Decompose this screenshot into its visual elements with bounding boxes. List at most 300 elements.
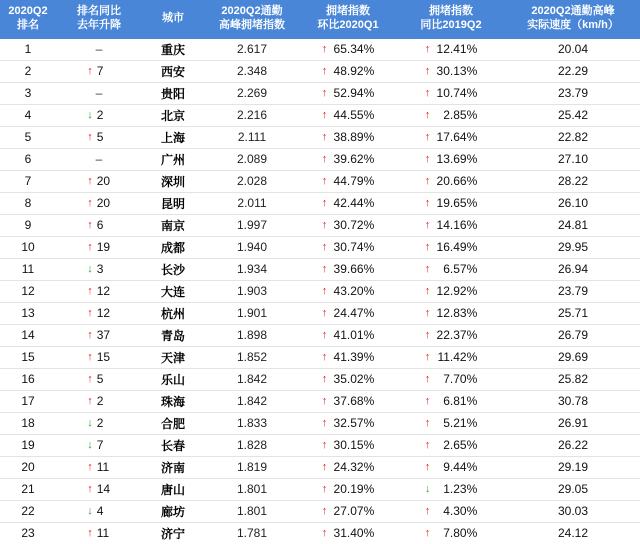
yoy-value: 7.70% <box>443 372 478 386</box>
yoy-value: 6.57% <box>443 262 478 276</box>
arrow-up-icon: ↑ <box>321 152 328 165</box>
arrow-up-icon: ↑ <box>87 328 93 341</box>
arrow-up-icon: ↑ <box>87 240 93 253</box>
arrow-up-icon: ↑ <box>321 240 328 253</box>
rank-change-value: 4 <box>96 504 104 518</box>
cell-rank: 13 <box>0 302 56 324</box>
cell-city: 唐山 <box>142 478 204 500</box>
arrow-up-icon: ↑ <box>87 130 93 143</box>
table-row <box>0 368 640 390</box>
cell-rank-change <box>56 258 142 280</box>
column-header-index-line1: 2020Q2通勤 <box>221 5 283 17</box>
arrow-up-icon: ↑ <box>424 328 431 341</box>
qoq-value: 52.94% <box>333 86 375 100</box>
cell-yoy-change <box>396 170 506 192</box>
qoq-value: 39.66% <box>333 262 375 276</box>
arrow-up-icon: ↑ <box>321 64 328 77</box>
rank-change-value: 37 <box>96 328 111 342</box>
rank-change-value: 2 <box>96 394 104 408</box>
arrow-up-icon: ↑ <box>321 130 328 143</box>
cell-qoq-change <box>300 170 396 192</box>
table-row <box>0 148 640 170</box>
table-row <box>0 126 640 148</box>
yoy-value: 12.83% <box>436 306 478 320</box>
cell-yoy-change <box>396 522 506 544</box>
cell-rank-change <box>56 148 142 170</box>
cell-city: 深圳 <box>142 170 204 192</box>
cell-city: 珠海 <box>142 390 204 412</box>
cell-city: 西安 <box>142 60 204 82</box>
qoq-value: 37.68% <box>333 394 375 408</box>
cell-qoq-change <box>300 280 396 302</box>
cell-yoy-change <box>396 456 506 478</box>
cell-rank: 10 <box>0 236 56 258</box>
rank-change-value: 12 <box>96 284 111 298</box>
rank-change-value: 11 <box>96 460 110 474</box>
rank-change-value: 7 <box>96 438 104 452</box>
cell-rank-change <box>56 412 142 434</box>
cell-congestion-index: 1.842 <box>204 390 300 412</box>
qoq-value: 35.02% <box>333 372 375 386</box>
arrow-up-icon: ↑ <box>424 526 431 539</box>
column-header-speed <box>506 0 640 39</box>
arrow-up-icon: ↑ <box>87 64 93 77</box>
qoq-value: 44.79% <box>333 174 375 188</box>
cell-yoy-change <box>396 434 506 456</box>
table-row <box>0 192 640 214</box>
cell-qoq-change <box>300 434 396 456</box>
cell-rank-change <box>56 280 142 302</box>
cell-yoy-change <box>396 324 506 346</box>
arrow-up-icon: ↑ <box>321 394 328 407</box>
arrow-up-icon: ↑ <box>321 306 328 319</box>
cell-yoy-change <box>396 214 506 236</box>
cell-congestion-index: 2.348 <box>204 60 300 82</box>
rank-change-value: 6 <box>96 218 104 232</box>
yoy-value: 1.23% <box>443 482 478 496</box>
table-row <box>0 302 640 324</box>
cell-qoq-change <box>300 104 396 126</box>
cell-actual-speed: 24.12 <box>557 526 589 540</box>
arrow-up-icon: ↑ <box>87 284 93 297</box>
cell-rank-change <box>56 390 142 412</box>
cell-congestion-index: 2.111 <box>204 126 300 148</box>
qoq-value: 38.89% <box>333 130 375 144</box>
cell-rank-change <box>56 104 142 126</box>
rank-change-value: 12 <box>96 306 111 320</box>
cell-actual-speed: 20.04 <box>506 39 640 61</box>
qoq-value: 42.44% <box>333 196 375 210</box>
yoy-value: 7.80% <box>443 526 478 540</box>
rank-change-value: 20 <box>96 174 111 188</box>
qoq-value: 24.47% <box>333 306 375 320</box>
cell-actual-speed: 23.79 <box>506 280 640 302</box>
cell-rank-change <box>56 500 142 522</box>
yoy-value: 30.13% <box>436 64 478 78</box>
cell-yoy-change <box>396 280 506 302</box>
arrow-down-icon: ↓ <box>424 482 431 495</box>
cell-rank: 2 <box>0 60 56 82</box>
cell-rank: 21 <box>0 478 56 500</box>
arrow-up-icon: ↑ <box>321 218 328 231</box>
cell-rank-change <box>56 82 142 104</box>
cell-rank-change <box>56 60 142 82</box>
table-row <box>0 258 640 280</box>
table-row <box>0 456 640 478</box>
qoq-value: 31.40% <box>333 526 375 540</box>
yoy-value: 19.65% <box>436 196 478 210</box>
arrow-up-icon: ↑ <box>321 350 328 363</box>
cell-qoq-change <box>300 302 396 324</box>
cell-actual-speed: 26.22 <box>506 434 640 456</box>
cell-qoq-change <box>300 39 396 61</box>
arrow-up-icon: ↑ <box>424 350 431 363</box>
yoy-value: 12.92% <box>436 284 478 298</box>
arrow-up-icon: ↑ <box>321 372 328 385</box>
arrow-up-icon: ↑ <box>424 394 431 407</box>
cell-city: 长春 <box>142 434 204 456</box>
arrow-down-icon: ↓ <box>87 504 93 517</box>
dash-icon: – <box>95 86 103 100</box>
cell-actual-speed: 26.79 <box>506 324 640 346</box>
column-header-rank-line1: 2020Q2 <box>8 5 48 17</box>
cell-qoq-change <box>300 82 396 104</box>
cell-qoq-change <box>300 390 396 412</box>
cell-rank-change <box>56 302 142 324</box>
cell-city: 北京 <box>142 104 204 126</box>
cell-qoq-change <box>300 412 396 434</box>
cell-congestion-index: 2.089 <box>204 148 300 170</box>
arrow-up-icon: ↑ <box>424 240 431 253</box>
cell-yoy-change <box>396 478 506 500</box>
table-row <box>0 500 640 522</box>
table-header-row <box>0 0 640 39</box>
cell-actual-speed: 30.03 <box>506 500 640 522</box>
cell-city: 大连 <box>142 280 204 302</box>
cell-congestion-index: 2.216 <box>204 104 300 126</box>
cell-qoq-change <box>300 192 396 214</box>
table-row <box>0 522 640 544</box>
cell-yoy-change <box>396 500 506 522</box>
cell-actual-speed: 30.78 <box>506 390 640 412</box>
table-row <box>0 280 640 302</box>
cell-congestion-index: 1.903 <box>204 280 300 302</box>
cell-yoy-change <box>396 258 506 280</box>
table-row <box>0 434 640 456</box>
cell-yoy-change <box>396 39 506 61</box>
rank-change-value: 7 <box>96 64 104 78</box>
table-header <box>0 0 640 39</box>
cell-rank-change <box>56 522 142 544</box>
cell-actual-speed: 24.81 <box>506 214 640 236</box>
dash-icon: – <box>95 152 103 166</box>
cell-city: 广州 <box>142 148 204 170</box>
rank-change-value: 5 <box>96 130 104 144</box>
table-row <box>0 478 640 500</box>
arrow-up-icon: ↑ <box>87 174 93 187</box>
cell-congestion-index: 1.833 <box>204 412 300 434</box>
cell-yoy-change <box>396 104 506 126</box>
yoy-value: 14.16% <box>436 218 478 232</box>
cell-congestion-index: 2.269 <box>204 82 300 104</box>
qoq-value: 39.62% <box>333 152 375 166</box>
cell-congestion-index: 1.842 <box>204 368 300 390</box>
arrow-up-icon: ↑ <box>321 416 328 429</box>
cell-rank-change <box>56 324 142 346</box>
table-row <box>0 390 640 412</box>
cell-city: 青岛 <box>142 324 204 346</box>
arrow-up-icon: ↑ <box>321 482 328 495</box>
cell-city: 成都 <box>142 236 204 258</box>
cell-rank-change <box>56 170 142 192</box>
yoy-value: 12.41% <box>436 42 478 56</box>
arrow-up-icon: ↑ <box>424 108 431 121</box>
table-row <box>0 236 640 258</box>
yoy-value: 17.64% <box>436 130 478 144</box>
rank-change-value: 15 <box>96 350 111 364</box>
cell-actual-speed: 23.79 <box>506 82 640 104</box>
cell-rank-change <box>56 236 142 258</box>
arrow-up-icon: ↑ <box>321 526 328 539</box>
yoy-value: 20.66% <box>436 174 478 188</box>
arrow-down-icon: ↓ <box>87 262 93 275</box>
cell-city: 昆明 <box>142 192 204 214</box>
arrow-up-icon: ↑ <box>424 504 431 517</box>
cell-actual-speed: 29.95 <box>506 236 640 258</box>
cell-rank-change <box>56 346 142 368</box>
cell-city: 廊坊 <box>142 500 204 522</box>
yoy-value: 10.74% <box>436 86 478 100</box>
table-row <box>0 214 640 236</box>
column-header-rank <box>0 0 56 39</box>
yoy-value: 13.69% <box>436 152 478 166</box>
column-header-rank-change-line1: 排名同比 <box>77 5 121 17</box>
column-header-rank-change <box>56 0 142 39</box>
rank-change-value: 3 <box>96 262 104 276</box>
arrow-up-icon: ↑ <box>87 372 93 385</box>
cell-rank-change <box>56 434 142 456</box>
qoq-value: 43.20% <box>333 284 375 298</box>
table-row <box>0 60 640 82</box>
cell-city: 重庆 <box>142 39 204 61</box>
arrow-up-icon: ↑ <box>321 262 328 275</box>
cell-city: 南京 <box>142 214 204 236</box>
qoq-value: 44.55% <box>333 108 375 122</box>
cell-actual-speed: 29.69 <box>506 346 640 368</box>
arrow-up-icon: ↑ <box>321 174 328 187</box>
cell-qoq-change <box>300 214 396 236</box>
arrow-up-icon: ↑ <box>87 460 93 473</box>
arrow-up-icon: ↑ <box>321 196 328 209</box>
cell-actual-speed: 28.22 <box>506 170 640 192</box>
arrow-up-icon: ↑ <box>424 372 431 385</box>
cell-rank: 23 <box>21 526 35 540</box>
cell-rank: 12 <box>0 280 56 302</box>
arrow-up-icon: ↑ <box>321 438 328 451</box>
cell-actual-speed: 27.10 <box>506 148 640 170</box>
cell-congestion-index: 1.934 <box>204 258 300 280</box>
cell-city: 济南 <box>142 456 204 478</box>
cell-qoq-change <box>300 60 396 82</box>
cell-rank-change <box>56 368 142 390</box>
cell-rank-change <box>56 456 142 478</box>
cell-qoq-change <box>300 346 396 368</box>
yoy-value: 16.49% <box>436 240 478 254</box>
cell-actual-speed: 26.91 <box>506 412 640 434</box>
rank-change-value: 2 <box>96 416 104 430</box>
cell-rank: 17 <box>0 390 56 412</box>
cell-qoq-change <box>300 500 396 522</box>
qoq-value: 27.07% <box>333 504 375 518</box>
table-row <box>0 324 640 346</box>
cell-actual-speed: 25.82 <box>506 368 640 390</box>
cell-congestion-index: 1.828 <box>204 434 300 456</box>
cell-rank-change <box>56 126 142 148</box>
cell-rank: 9 <box>0 214 56 236</box>
arrow-up-icon: ↑ <box>424 416 431 429</box>
cell-city: 上海 <box>142 126 204 148</box>
qoq-value: 41.01% <box>333 328 375 342</box>
arrow-up-icon: ↑ <box>424 460 431 473</box>
column-header-qoq <box>300 0 396 39</box>
cell-rank: 3 <box>0 82 56 104</box>
column-header-yoy <box>396 0 506 39</box>
qoq-value: 30.15% <box>333 438 375 452</box>
column-header-index-line2: 高峰拥堵指数 <box>219 18 285 31</box>
cell-rank: 8 <box>0 192 56 214</box>
cell-congestion-index: 1.997 <box>204 214 300 236</box>
rank-change-value: 14 <box>96 482 111 496</box>
cell-city: 济宁 <box>160 526 185 541</box>
cell-rank-change <box>56 478 142 500</box>
qoq-value: 24.32% <box>333 460 375 474</box>
cell-congestion-index: 1.801 <box>204 500 300 522</box>
rank-change-value: 19 <box>96 240 111 254</box>
cell-actual-speed: 25.42 <box>506 104 640 126</box>
column-header-qoq-line1: 拥堵指数 <box>326 5 370 17</box>
cell-rank-change <box>56 192 142 214</box>
cell-rank: 22 <box>0 500 56 522</box>
cell-city: 天津 <box>142 346 204 368</box>
cell-qoq-change <box>300 522 396 544</box>
yoy-value: 4.30% <box>443 504 478 518</box>
qoq-value: 48.92% <box>333 64 375 78</box>
qoq-value: 41.39% <box>333 350 375 364</box>
arrow-up-icon: ↑ <box>424 64 431 77</box>
cell-qoq-change <box>300 148 396 170</box>
cell-rank-change <box>56 214 142 236</box>
arrow-up-icon: ↑ <box>321 108 328 121</box>
rank-change-value: 5 <box>96 372 104 386</box>
qoq-value: 30.72% <box>333 218 375 232</box>
cell-actual-speed: 26.94 <box>506 258 640 280</box>
arrow-up-icon: ↑ <box>424 86 431 99</box>
arrow-up-icon: ↑ <box>424 42 431 55</box>
cell-yoy-change <box>396 236 506 258</box>
yoy-value: 2.85% <box>443 108 478 122</box>
arrow-down-icon: ↓ <box>87 438 93 451</box>
cell-congestion-index: 1.801 <box>204 478 300 500</box>
cell-rank: 14 <box>0 324 56 346</box>
table-row <box>0 170 640 192</box>
cell-yoy-change <box>396 126 506 148</box>
cell-congestion-index: 1.940 <box>204 236 300 258</box>
arrow-up-icon: ↑ <box>424 284 431 297</box>
cell-rank: 1 <box>0 39 56 61</box>
cell-qoq-change <box>300 236 396 258</box>
cell-rank-change <box>56 39 142 61</box>
cell-yoy-change <box>396 412 506 434</box>
cell-congestion-index: 2.617 <box>204 39 300 61</box>
column-header-rank-change-line2: 去年升降 <box>77 18 121 31</box>
cell-rank: 5 <box>0 126 56 148</box>
arrow-up-icon: ↑ <box>87 306 93 319</box>
cell-congestion-index: 1.901 <box>204 302 300 324</box>
cell-yoy-change <box>396 302 506 324</box>
arrow-up-icon: ↑ <box>424 438 431 451</box>
qoq-value: 20.19% <box>333 482 375 496</box>
cell-rank: 18 <box>0 412 56 434</box>
cell-actual-speed: 29.05 <box>506 478 640 500</box>
yoy-value: 22.37% <box>436 328 478 342</box>
column-header-city <box>142 0 204 39</box>
cell-yoy-change <box>396 192 506 214</box>
cell-qoq-change <box>300 324 396 346</box>
table-body <box>0 39 640 544</box>
arrow-up-icon: ↑ <box>321 284 328 297</box>
cell-rank: 19 <box>0 434 56 456</box>
arrow-up-icon: ↑ <box>424 174 431 187</box>
yoy-value: 11.42% <box>437 350 478 364</box>
cell-yoy-change <box>396 346 506 368</box>
cell-actual-speed: 25.71 <box>506 302 640 324</box>
cell-qoq-change <box>300 126 396 148</box>
arrow-up-icon: ↑ <box>87 482 93 495</box>
cell-city: 贵阳 <box>142 82 204 104</box>
arrow-up-icon: ↑ <box>424 152 431 165</box>
cell-congestion-index: 1.781 <box>236 526 268 540</box>
column-header-yoy-line2: 同比2019Q2 <box>420 18 482 31</box>
rank-change-value: 2 <box>96 108 104 122</box>
arrow-up-icon: ↑ <box>87 394 93 407</box>
cell-yoy-change <box>396 148 506 170</box>
cell-actual-speed: 26.10 <box>506 192 640 214</box>
table-row <box>0 82 640 104</box>
arrow-up-icon: ↑ <box>87 196 93 209</box>
arrow-up-icon: ↑ <box>321 504 328 517</box>
table-row <box>0 346 640 368</box>
column-header-city-line1: 城市 <box>162 11 184 24</box>
arrow-up-icon: ↑ <box>87 350 93 363</box>
cell-rank: 16 <box>0 368 56 390</box>
cell-city: 合肥 <box>142 412 204 434</box>
column-header-yoy-line1: 拥堵指数 <box>429 5 473 17</box>
cell-congestion-index: 2.011 <box>204 192 300 214</box>
yoy-value: 5.21% <box>443 416 478 430</box>
cell-city: 长沙 <box>142 258 204 280</box>
cell-rank: 4 <box>0 104 56 126</box>
cell-actual-speed: 22.29 <box>506 60 640 82</box>
column-header-rank-line2: 排名 <box>17 18 39 31</box>
arrow-up-icon: ↑ <box>321 460 328 473</box>
table-row <box>0 104 640 126</box>
arrow-down-icon: ↓ <box>87 108 93 121</box>
arrow-up-icon: ↑ <box>87 218 93 231</box>
column-header-index <box>204 0 300 39</box>
cell-qoq-change <box>300 368 396 390</box>
cell-yoy-change <box>396 368 506 390</box>
cell-congestion-index: 1.819 <box>204 456 300 478</box>
